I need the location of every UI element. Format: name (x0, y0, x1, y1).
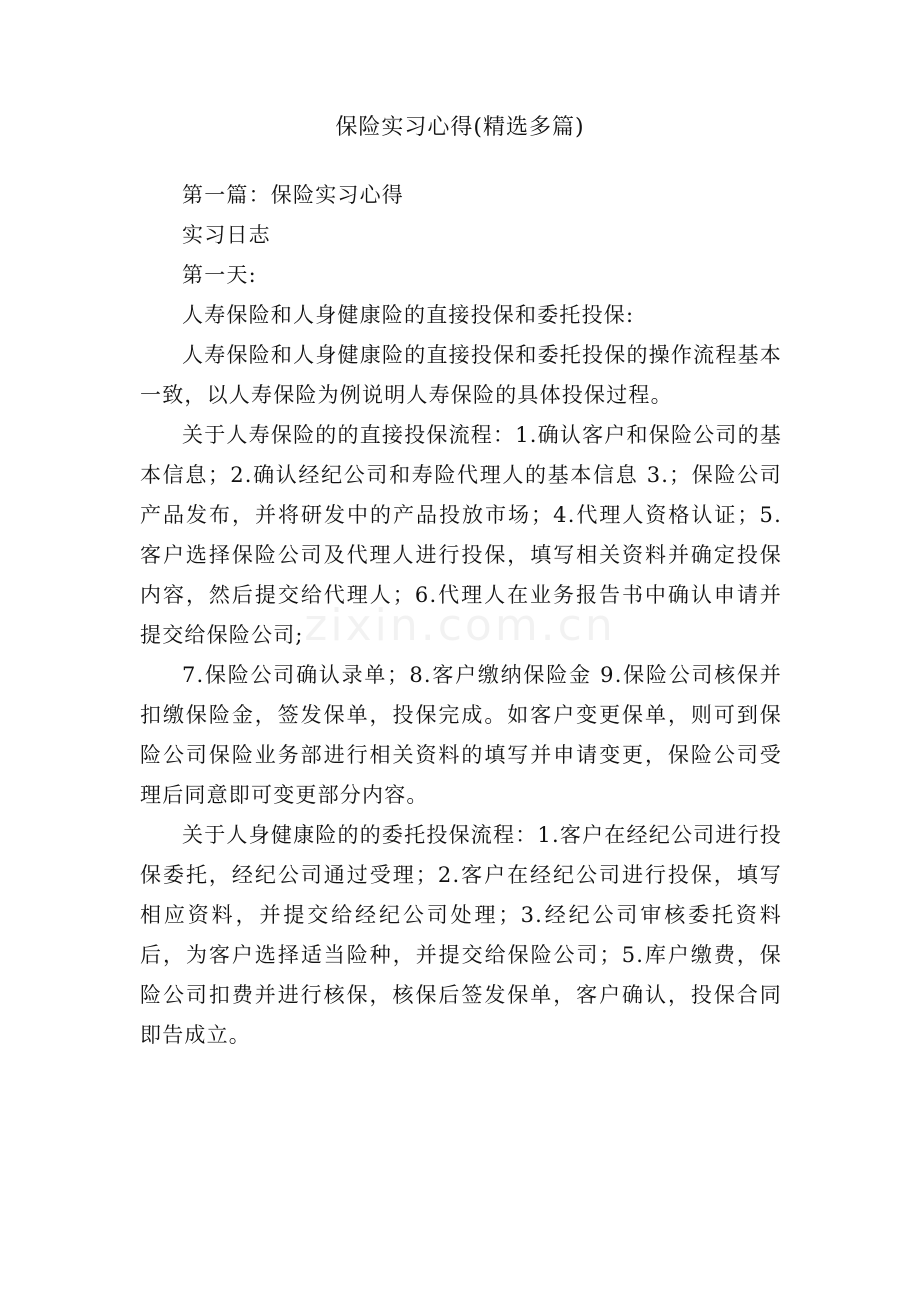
watermark: zixin.com.cn (304, 600, 616, 651)
document-body (140, 175, 782, 1055)
topic-line: 人寿保险和人身健康险的直接投保和委托投保: (182, 303, 635, 327)
section-heading: 第一篇：保险实习心得 (182, 183, 404, 207)
paragraph: 7.保险公司确认录单；8.客户缴纳保险金 9.保险公司核保并扣缴保险金，签发保单，投保完成。如客户变更保单，则可到保险公司保险业务部进行相关资料的填写并申请变更，保险公司受理后同意即可变更部分内容。 (140, 663, 782, 807)
subheading-day: 第一天: (182, 263, 257, 287)
paragraph: 人寿保险和人身健康险的直接投保和委托投保的操作流程基本一致，以人寿保险为例说明人寿保险的具体投保过程。 (140, 343, 782, 407)
subheading-journal: 实习日志 (182, 223, 271, 247)
document-title: 保险实习心得(精选多篇) (335, 115, 585, 140)
paragraph: 关于人身健康险的的委托投保流程：1.客户在经纪公司进行投保委托，经纪公司通过受理；2.客户在经纪公司进行投保，填写相应资料，并提交给经纪公司处理；3.经纪公司审核委托资料后，为客户选择适当险种，并提交给保险公司；5.库户缴费，保险公司扣费并进行核保，核保后签发保单，客户确认，投保合同即告成立。 (140, 823, 782, 1047)
paragraph: 关于人寿保险的的直接投保流程：1.确认客户和保险公司的基本信息；2.确认经纪公司和寿险代理人的基本信息 3.；保险公司产品发布，并将研发中的产品投放市场；4.代理人资格认证；5.客户选择保险公司及代理人进行投保，填写相关资料并确定投保内容，然后提交给代理人；6.代理人在业务报告书中确认申请并提交给保险公司; (140, 423, 782, 647)
